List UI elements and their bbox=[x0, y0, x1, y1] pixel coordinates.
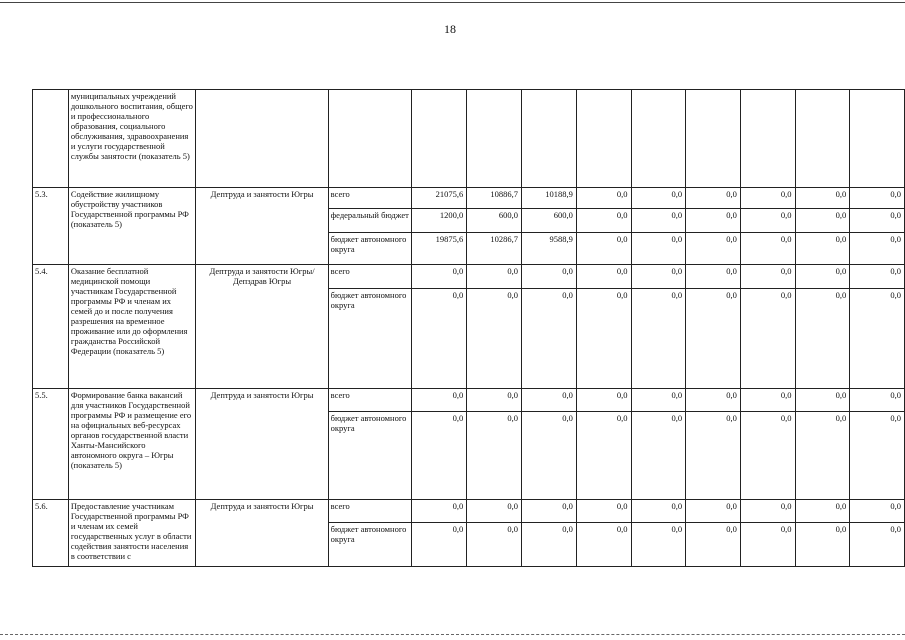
amount-cell: 0,0 bbox=[576, 233, 631, 265]
amount-cell: 0,0 bbox=[467, 389, 522, 412]
amount-cell: 0,0 bbox=[795, 500, 850, 523]
amount-cell: 0,0 bbox=[795, 265, 850, 289]
amount-cell: 0,0 bbox=[522, 289, 577, 389]
amount-cell: 0,0 bbox=[412, 523, 467, 567]
amount-cell: 0,0 bbox=[631, 188, 686, 209]
amount-cell: 0,0 bbox=[522, 523, 577, 567]
activity-name-cell: Формирование банка вакансий для участников Государственной программы РФ и размещение его на официальных веб-ресурсах органов государственной власти Ханты-Мансийского автономного округа – Югры (показатель 5) bbox=[68, 389, 196, 500]
amount-cell: 0,0 bbox=[850, 412, 905, 500]
amount-cell: 0,0 bbox=[686, 209, 741, 233]
amount-cell: 0,0 bbox=[522, 412, 577, 500]
activity-name-cell: муниципальных учреждений дошкольного воспитания, общего и профессионального образования, социального обслуживания, здравоохранения и услуги государственной службы занятости (показатель 5) bbox=[68, 90, 196, 188]
table-row bbox=[33, 188, 905, 209]
program-table bbox=[32, 89, 905, 567]
executor-cell: Дептруда и занятости Югры bbox=[196, 500, 328, 567]
amount-cell: 0,0 bbox=[522, 389, 577, 412]
amount-cell: 0,0 bbox=[740, 289, 795, 389]
amount-cell: 0,0 bbox=[850, 389, 905, 412]
amount-cell: 0,0 bbox=[467, 265, 522, 289]
row-number-cell: 5.4. bbox=[33, 265, 69, 389]
amount-cell: 0,0 bbox=[576, 412, 631, 500]
amount-cell: 0,0 bbox=[631, 412, 686, 500]
amount-cell: 0,0 bbox=[795, 412, 850, 500]
amount-cell: 0,0 bbox=[467, 500, 522, 523]
amount-cell: 0,0 bbox=[686, 188, 741, 209]
amount-cell: 0,0 bbox=[467, 289, 522, 389]
amount-cell: 0,0 bbox=[576, 209, 631, 233]
amount-cell: 0,0 bbox=[740, 265, 795, 289]
amount-cell: 0,0 bbox=[412, 500, 467, 523]
amount-cell: 0,0 bbox=[576, 500, 631, 523]
table-row bbox=[33, 265, 905, 289]
amount-cell: 0,0 bbox=[850, 265, 905, 289]
amount-cell: 0,0 bbox=[850, 233, 905, 265]
table-row bbox=[33, 90, 905, 188]
amount-cell: 0,0 bbox=[740, 500, 795, 523]
amount-cell: 9588,9 bbox=[522, 233, 577, 265]
amount-cell: 0,0 bbox=[686, 233, 741, 265]
amount-cell: 0,0 bbox=[740, 412, 795, 500]
amount-cell: 0,0 bbox=[795, 289, 850, 389]
funding-source-cell: всего bbox=[328, 188, 412, 209]
amount-cell: 0,0 bbox=[467, 523, 522, 567]
amount-cell: 600,0 bbox=[522, 209, 577, 233]
amount-cell: 0,0 bbox=[686, 523, 741, 567]
amount-cell: 0,0 bbox=[576, 289, 631, 389]
amount-cell: 0,0 bbox=[850, 500, 905, 523]
amount-cell: 0,0 bbox=[412, 389, 467, 412]
amount-cell: 0,0 bbox=[686, 289, 741, 389]
executor-cell: Дептруда и занятости Югры/Депздрав Югры bbox=[196, 265, 328, 389]
funding-source-cell: бюджет автономного округа bbox=[328, 289, 412, 389]
amount-cell: 0,0 bbox=[795, 233, 850, 265]
amount-cell: 0,0 bbox=[467, 412, 522, 500]
amount-cell: 0,0 bbox=[631, 523, 686, 567]
amount-cell: 21075,6 bbox=[412, 188, 467, 209]
amount-cell: 0,0 bbox=[576, 188, 631, 209]
table-row bbox=[33, 389, 905, 412]
amount-cell: 0,0 bbox=[686, 389, 741, 412]
executor-cell: Дептруда и занятости Югры bbox=[196, 389, 328, 500]
amount-cell: 0,0 bbox=[740, 188, 795, 209]
amount-cell: 19875,6 bbox=[412, 233, 467, 265]
number-cell bbox=[33, 90, 69, 188]
amount-cell: 0,0 bbox=[631, 209, 686, 233]
amount-cell: 0,0 bbox=[686, 500, 741, 523]
amount-cell: 10886,7 bbox=[467, 188, 522, 209]
row-number-cell: 5.5. bbox=[33, 389, 69, 500]
funding-source-cell: бюджет автономного округа bbox=[328, 233, 412, 265]
amount-cell: 0,0 bbox=[522, 265, 577, 289]
activity-name-cell: Оказание бесплатной медицинской помощи участникам Государственной программы РФ и членам их семей до и после получения разрешения на временное проживание или до оформления гражданства Российской Федерации (показатель 5) bbox=[68, 265, 196, 389]
amount-cell: 0,0 bbox=[576, 389, 631, 412]
amount-cell: 0,0 bbox=[740, 209, 795, 233]
amount-cell: 0,0 bbox=[795, 389, 850, 412]
amount-cell: 0,0 bbox=[850, 289, 905, 389]
amount-cell: 0,0 bbox=[686, 412, 741, 500]
funding-source-cell: бюджет автономного округа bbox=[328, 523, 412, 567]
top-border-line bbox=[0, 2, 905, 3]
amount-cell: 10286,7 bbox=[467, 233, 522, 265]
amount-cell: 0,0 bbox=[631, 500, 686, 523]
amount-cell: 0,0 bbox=[631, 289, 686, 389]
funding-source-cell: всего bbox=[328, 500, 412, 523]
amount-cell: 0,0 bbox=[631, 389, 686, 412]
row-number-cell: 5.6. bbox=[33, 500, 69, 567]
amount-cell: 0,0 bbox=[850, 209, 905, 233]
amount-cell: 0,0 bbox=[740, 523, 795, 567]
amount-cell: 0,0 bbox=[795, 209, 850, 233]
amount-cell: 0,0 bbox=[795, 188, 850, 209]
amount-cell: 0,0 bbox=[850, 188, 905, 209]
page-number: 18 bbox=[444, 22, 456, 36]
funding-source-cell: всего bbox=[328, 265, 412, 289]
amount-cell: 1200,0 bbox=[412, 209, 467, 233]
amount-cell: 0,0 bbox=[631, 233, 686, 265]
row-number-cell: 5.3. bbox=[33, 188, 69, 265]
amount-cell: 0,0 bbox=[850, 523, 905, 567]
table-row bbox=[33, 500, 905, 523]
amount-cell: 0,0 bbox=[740, 389, 795, 412]
amount-cell: 600,0 bbox=[467, 209, 522, 233]
amount-cell: 0,0 bbox=[631, 265, 686, 289]
amount-cell: 10188,9 bbox=[522, 188, 577, 209]
funding-source-cell: всего bbox=[328, 389, 412, 412]
amount-cell: 0,0 bbox=[576, 523, 631, 567]
activity-name-cell: Предоставление участникам Государственной программы РФ и членам их семей государственных услуг в области содействия занятости населения в соответствии с bbox=[68, 500, 196, 567]
amount-cell: 0,0 bbox=[740, 233, 795, 265]
executor-cell: Дептруда и занятости Югры bbox=[196, 188, 328, 265]
amount-cell: 0,0 bbox=[576, 265, 631, 289]
amount-cell: 0,0 bbox=[795, 523, 850, 567]
amount-cell: 0,0 bbox=[522, 500, 577, 523]
funding-source-cell: бюджет автономного округа bbox=[328, 412, 412, 500]
amount-cell: 0,0 bbox=[686, 265, 741, 289]
bottom-border-line bbox=[0, 634, 905, 635]
activity-name-cell: Содействие жилищному обустройству участников Государственной программы РФ (показатель 5) bbox=[68, 188, 196, 265]
funding-source-cell: федеральный бюджет bbox=[328, 209, 412, 233]
amount-cell: 0,0 bbox=[412, 289, 467, 389]
amount-cell: 0,0 bbox=[412, 412, 467, 500]
amount-cell: 0,0 bbox=[412, 265, 467, 289]
